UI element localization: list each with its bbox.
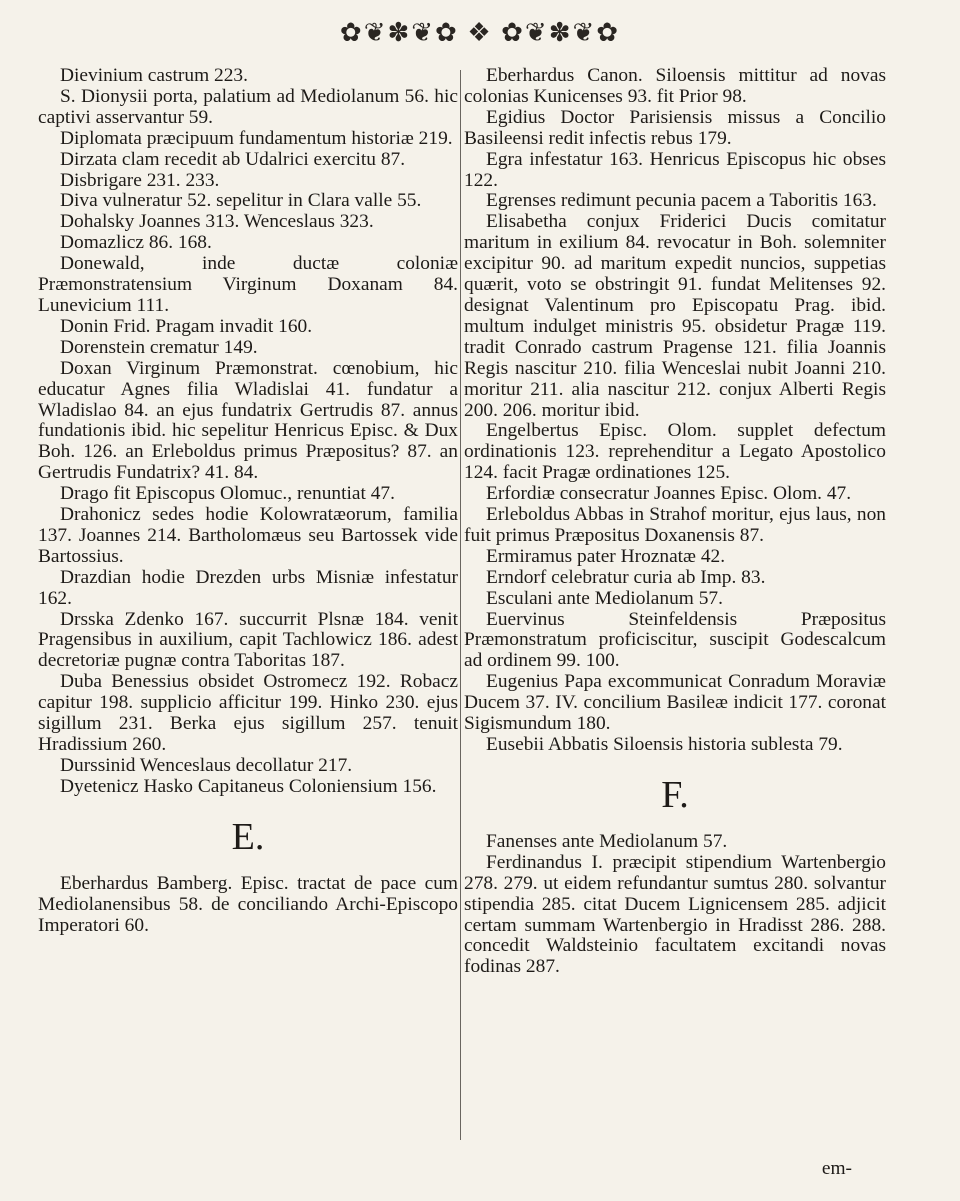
index-entry: Esculani ante Mediolanum 57. [486,587,723,609]
index-entry: Doxan Virginum Præmonstrat. cœnobium, hic educatur Agnes filia Wladislai 41. fundatur a Wladislao 84. an ejus fundatrix Gertrudis 87. annus fundationis ibid. hic sepelitur Henricus Episc. & Dux Boh. 126. an Erleboldus primus Præpositus? 87. an Gertrudis Fundatrix? 41. 84. [38,357,458,484]
header-ornament: ✿❦✽❦✿ ❖ ✿❦✽❦✿ [339,18,621,47]
column-divider [460,70,461,1140]
index-entry: Dohalsky Joannes 313. Wenceslaus 323. [60,211,374,233]
index-entry: Donewald, inde ductæ coloniæ Præmonstratensium Virginum Doxanam 84. Lunevicium 111. [38,253,458,316]
index-entry: Elisabetha conjux Friderici Ducis comitatur maritum in exilium 84. revocatur in Boh. solemniter excipitur 90. ad maritum expedit nuncios, suppetias quærit, voto se obstringit 91. fundat Melitenses 92. designat Valentinum pro Episcopatu Prag. ibid. multum indulget ministris 95. obsidetur Pragæ 119. tradit Conrado castrum Pragense 121. filia Joannis Regis nascitur 210. filia Wenceslai nubit Joanni 210. moritur 211. alia nascitur 212. conjux Alberti Regis 200. 206. moritur ibid. [464,211,886,421]
index-entry: Donin Frid. Pragam invadit 160. [60,315,313,337]
index-entry: Diva vulneratur 52. sepelitur in Clara valle 55. [60,190,422,212]
index-entry: Eusebii Abbatis Siloensis historia sublesta 79. [486,734,843,755]
index-entry: Egra infestatur 163. Henricus Episcopus hic obses 122. [464,148,886,191]
index-entry: Egidius Doctor Parisiensis missus a Concilio Basileensi redit infectis rebus 179. [464,106,886,149]
index-entry: Ferdinandus I. præcipit stipendium Wartenbergio 278. 279. ut eidem refundantur sumtus 280. solvantur stipendia 285. citat Ducem Lignicensem 285. adjicit certam summam Wartenbergio in Hradisst 286. 288. concedit Waldsteinio facultatem excitandi novas fodinas 287. [464,851,886,978]
index-entry: Drsska Zdenko 167. succurrit Plsnæ 184. venit Pragensibus in auxilium, capit Tachlowicz 186. adest decretoriæ pugnæ contra Taboritas 187. [38,608,458,672]
index-entry: Dievinium castrum 223. [60,65,248,86]
right-column [464,66,886,978]
index-entry: Eugenius Papa excommunicat Conradum Moraviæ Ducem 37. IV. concilium Basileæ indicit 177. coronat Sigismundum 180. [464,671,886,735]
section-letter-heading: F. [661,773,689,816]
index-entry: Fanenses ante Mediolanum 57. [486,830,728,852]
index-entry: Drago fit Episcopus Olomuc., renuntiat 47. [60,483,395,505]
left-column [38,66,458,936]
index-entry: Drahonicz sedes hodie Kolowratæorum, familia 137. Joannes 214. Bartholomæus seu Bartossek vide Bartossius. [38,504,458,567]
index-entry: Dorenstein crematur 149. [60,336,258,358]
index-entry: Dirzata clam recedit ab Udalrici exercitu 87. [60,148,406,170]
index-entry: Dyetenicz Hasko Capitaneus Coloniensium 156. [60,775,437,797]
index-entry: Disbrigare 231. 233. [60,169,220,191]
index-entry: Euervinus Steinfeldensis Præpositus Præmonstratum proficiscitur, suscipit Godescalcum ad ordinem 99. 100. [464,608,886,672]
index-entry: Engelbertus Episc. Olom. supplet defectum ordinationis 123. reprehenditur a Legato Apostolico 124. facit Pragæ ordinationes 125. [464,420,886,484]
index-entry: Egrenses redimunt pecunia pacem a Taboritis 163. [486,190,877,212]
index-entry: Diplomata præcipuum fundamentum historiæ 219. [60,127,453,149]
index-entry: Erleboldus Abbas in Strahof moritur, ejus laus, non fuit primus Præpositus Doxanensis 87. [464,504,886,546]
catchword: em- [821,1158,852,1179]
index-entry: Erfordiæ consecratur Joannes Episc. Olom. 47. [486,483,852,505]
index-entry: Duba Benessius obsidet Ostromecz 192. Robacz capitur 198. supplicio afficitur 199. Hinko 230. ejus sigillum 231. Berka ejus sigillum 257. tenuit Hradissium 260. [38,671,458,755]
index-entry: Eberhardus Bamberg. Episc. tractat de pace cum Mediolanensibus 58. de conciliando Archi-Episcopo Imperatori 60. [38,872,458,936]
index-entry: Drazdian hodie Drezden urbs Misniæ infestatur 162. [38,566,458,609]
index-entry: Ermiramus pater Hroznatæ 42. [486,545,726,567]
index-entry: Eberhardus Canon. Siloensis mittitur ad novas colonias Kunicenses 93. fit Prior 98. [464,65,886,107]
index-entry: Domazlicz 86. 168. [60,232,212,254]
index-entry: S. Dionysii porta, palatium ad Mediolanum 56. hic captivi asservantur 59. [38,85,458,128]
index-entry: Erndorf celebratur curia ab Imp. 83. [486,566,766,588]
index-entry: Durssinid Wenceslaus decollatur 217. [60,754,353,776]
section-letter-heading: E. [231,815,265,858]
